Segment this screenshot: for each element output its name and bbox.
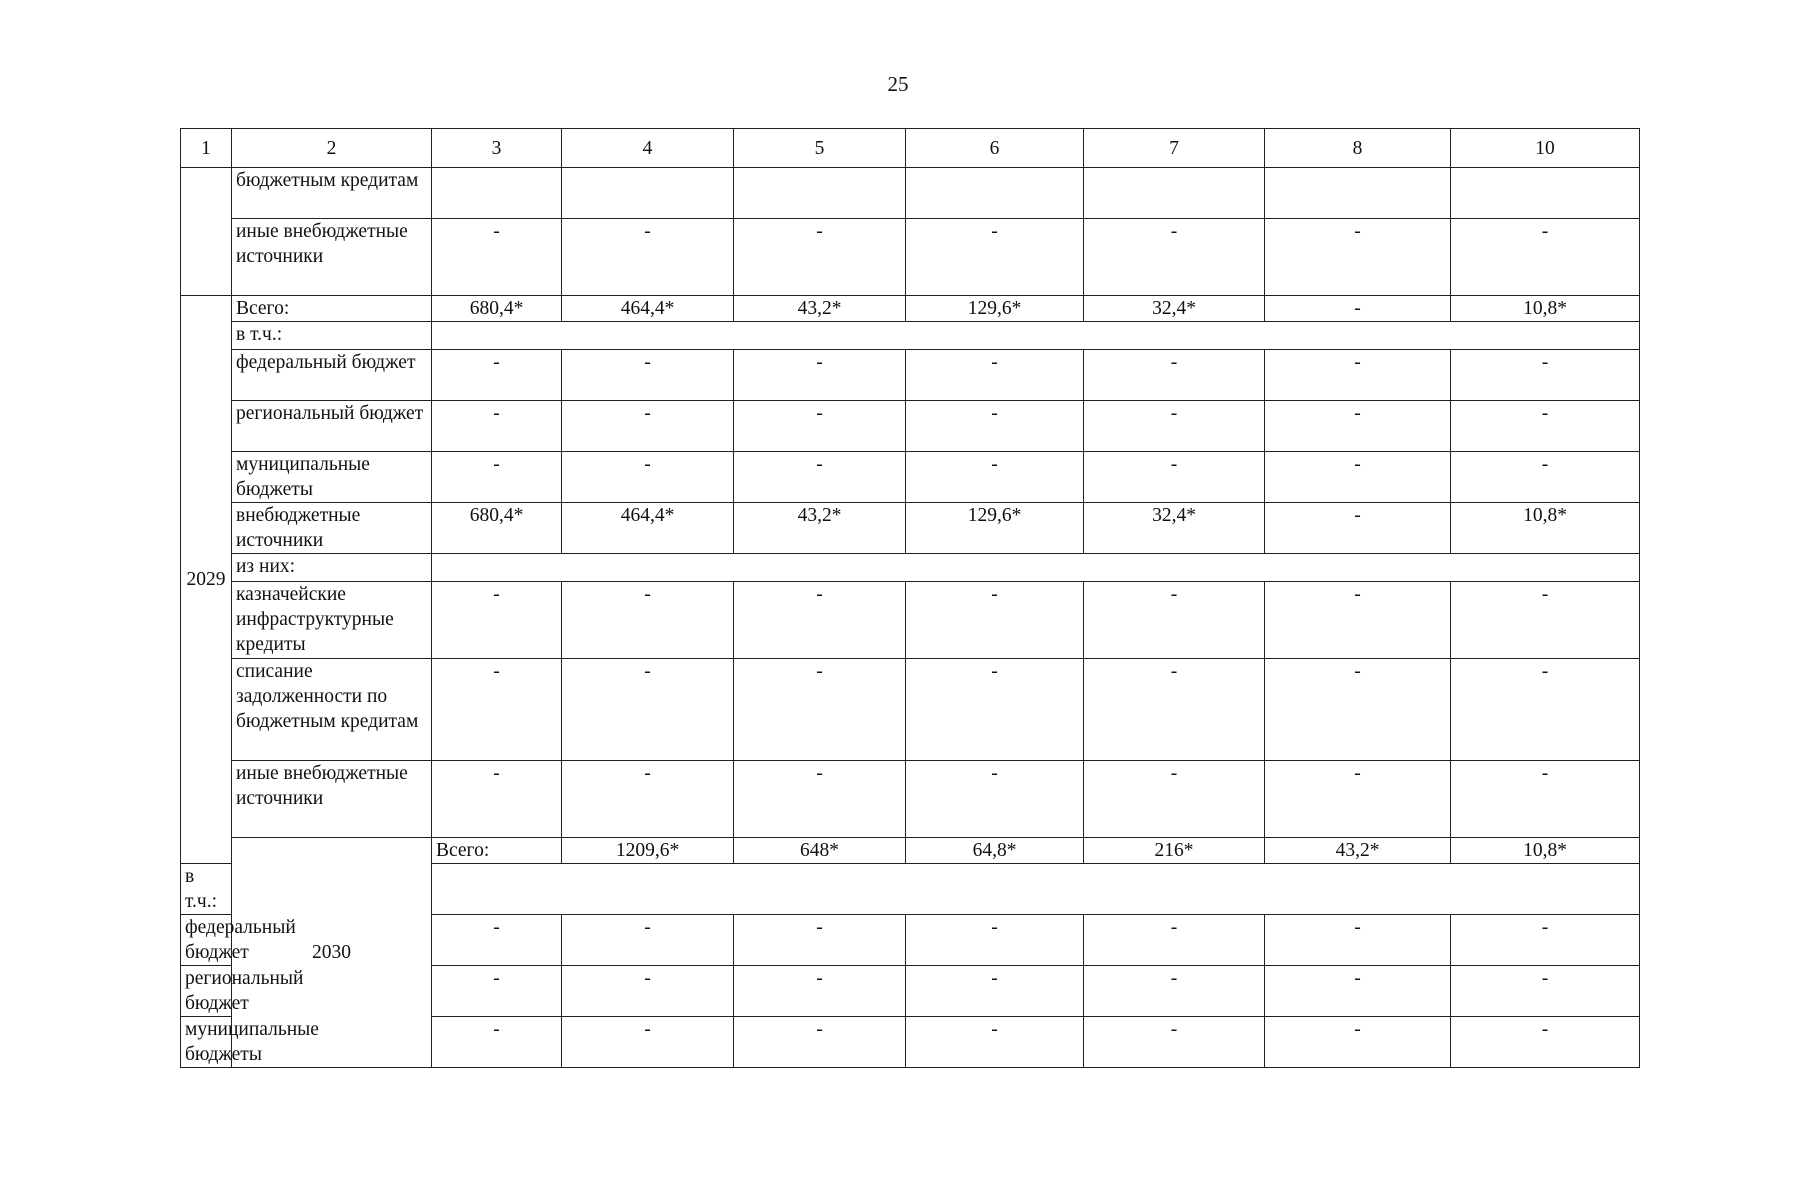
- value-cell: -: [562, 915, 734, 966]
- value-cell: -: [906, 401, 1084, 452]
- row-label: муниципальные бюджеты: [181, 1017, 232, 1068]
- year-cell: 2029: [181, 296, 232, 864]
- value-cell: -: [1265, 452, 1451, 503]
- value-cell: -: [734, 915, 906, 966]
- value-cell: 216*: [1084, 838, 1265, 864]
- value-cell: -: [1084, 659, 1265, 761]
- merged-cell: [432, 554, 1640, 582]
- value-cell: -: [1265, 219, 1451, 296]
- value-cell: -: [1265, 350, 1451, 401]
- value-cell: 680,4*: [432, 503, 562, 554]
- row-label: иные внебюджетные источники: [232, 761, 432, 838]
- value-cell: -: [432, 350, 562, 401]
- column-header: 4: [562, 129, 734, 168]
- value-cell: 64,8*: [906, 838, 1084, 864]
- value-cell: -: [1084, 761, 1265, 838]
- row-label: муниципальные бюджеты: [232, 452, 432, 503]
- table-row-subheader: [181, 322, 1640, 350]
- value-cell: -: [562, 761, 734, 838]
- table-row: [181, 168, 1640, 219]
- value-cell: -: [432, 452, 562, 503]
- row-label: в т.ч.:: [232, 322, 432, 350]
- column-header: 6: [906, 129, 1084, 168]
- value-cell: -: [1451, 1017, 1640, 1068]
- value-cell: -: [1084, 915, 1265, 966]
- value-cell: -: [1084, 350, 1265, 401]
- value-cell: 464,4*: [562, 503, 734, 554]
- value-cell: 10,8*: [1451, 296, 1640, 322]
- table-row: [181, 452, 1640, 503]
- column-header: 8: [1265, 129, 1451, 168]
- row-label: бюджетным кредитам: [232, 168, 432, 219]
- column-header: 5: [734, 129, 906, 168]
- value-cell: 43,2*: [734, 503, 906, 554]
- row-label: федеральный бюджет: [181, 915, 232, 966]
- value-cell: -: [1451, 219, 1640, 296]
- value-cell: -: [734, 401, 906, 452]
- value-cell: -: [906, 966, 1084, 1017]
- merged-cell: [432, 322, 1640, 350]
- value-cell: -: [432, 219, 562, 296]
- value-cell: -: [1451, 966, 1640, 1017]
- value-cell: -: [562, 659, 734, 761]
- value-cell: 464,4*: [562, 296, 734, 322]
- row-label: казначейские инфраструктурные кредиты: [232, 582, 432, 659]
- value-cell: -: [1265, 966, 1451, 1017]
- row-label: внебюджетные источники: [232, 503, 432, 554]
- value-cell: 10,8*: [1451, 838, 1640, 864]
- value-cell: -: [1084, 1017, 1265, 1068]
- value-cell: -: [734, 966, 906, 1017]
- value-cell: -: [562, 1017, 734, 1068]
- value-cell: 129,6*: [906, 503, 1084, 554]
- value-cell: [906, 168, 1084, 219]
- value-cell: -: [432, 401, 562, 452]
- value-cell: 10,8*: [1451, 503, 1640, 554]
- year-cell: 2030: [232, 838, 432, 1068]
- value-cell: -: [432, 966, 562, 1017]
- table-row: [181, 503, 1640, 554]
- column-header: 1: [181, 129, 232, 168]
- value-cell: -: [1451, 582, 1640, 659]
- value-cell: -: [734, 350, 906, 401]
- value-cell: -: [1451, 350, 1640, 401]
- page-number: 25: [887, 72, 909, 96]
- value-cell: -: [1451, 401, 1640, 452]
- value-cell: -: [1265, 761, 1451, 838]
- table-row: [181, 350, 1640, 401]
- value-cell: -: [562, 219, 734, 296]
- budget-table: [180, 128, 1640, 1068]
- value-cell: -: [906, 915, 1084, 966]
- row-label: федеральный бюджет: [232, 350, 432, 401]
- value-cell: -: [562, 452, 734, 503]
- column-header: 3: [432, 129, 562, 168]
- value-cell: 43,2*: [734, 296, 906, 322]
- row-label: в т.ч.:: [181, 864, 232, 915]
- value-cell: -: [1084, 219, 1265, 296]
- value-cell: -: [562, 350, 734, 401]
- value-cell: 32,4*: [1084, 503, 1265, 554]
- value-cell: 648*: [734, 838, 906, 864]
- value-cell: [562, 168, 734, 219]
- value-cell: -: [1265, 582, 1451, 659]
- value-cell: -: [1451, 761, 1640, 838]
- value-cell: -: [906, 219, 1084, 296]
- table-row-subheader: [181, 554, 1640, 582]
- value-cell: [432, 168, 562, 219]
- value-cell: -: [432, 761, 562, 838]
- value-cell: -: [1084, 582, 1265, 659]
- table-row: [181, 401, 1640, 452]
- value-cell: -: [906, 582, 1084, 659]
- value-cell: -: [562, 966, 734, 1017]
- value-cell: -: [906, 659, 1084, 761]
- value-cell: -: [734, 1017, 906, 1068]
- column-header: 7: [1084, 129, 1265, 168]
- value-cell: [1265, 168, 1451, 219]
- row-label: Всего:: [232, 296, 432, 322]
- value-cell: -: [1451, 915, 1640, 966]
- value-cell: -: [906, 350, 1084, 401]
- value-cell: -: [906, 1017, 1084, 1068]
- column-header: 10: [1451, 129, 1640, 168]
- row-label: региональный бюджет: [232, 401, 432, 452]
- value-cell: -: [734, 582, 906, 659]
- value-cell: 129,6*: [906, 296, 1084, 322]
- value-cell: -: [1451, 452, 1640, 503]
- value-cell: -: [562, 401, 734, 452]
- value-cell: -: [1265, 296, 1451, 322]
- value-cell: -: [1084, 401, 1265, 452]
- value-cell: -: [432, 659, 562, 761]
- table-row: [181, 659, 1640, 761]
- value-cell: -: [1084, 966, 1265, 1017]
- value-cell: -: [1265, 915, 1451, 966]
- table-row: [181, 761, 1640, 838]
- merged-cell: [432, 864, 1640, 915]
- value-cell: -: [906, 761, 1084, 838]
- value-cell: -: [432, 582, 562, 659]
- value-cell: -: [1265, 401, 1451, 452]
- year-cell: [181, 168, 232, 296]
- value-cell: -: [734, 659, 906, 761]
- value-cell: [1084, 168, 1265, 219]
- table-row: [181, 219, 1640, 296]
- table-row-total: [181, 838, 1640, 864]
- row-label: иные внебюджетные источники: [232, 219, 432, 296]
- table-row: [181, 582, 1640, 659]
- value-cell: -: [1265, 503, 1451, 554]
- value-cell: -: [734, 219, 906, 296]
- row-label: Всего:: [432, 838, 562, 864]
- value-cell: -: [432, 915, 562, 966]
- value-cell: [734, 168, 906, 219]
- table-row-total: [181, 296, 1640, 322]
- column-header: 2: [232, 129, 432, 168]
- row-label: региональный бюджет: [181, 966, 232, 1017]
- column-number-row: [181, 129, 1640, 168]
- value-cell: 1209,6*: [562, 838, 734, 864]
- value-cell: -: [734, 452, 906, 503]
- value-cell: -: [1265, 659, 1451, 761]
- value-cell: 32,4*: [1084, 296, 1265, 322]
- value-cell: -: [1451, 659, 1640, 761]
- row-label: списание задолженности по бюджетным кредитам: [232, 659, 432, 761]
- value-cell: -: [1265, 1017, 1451, 1068]
- value-cell: 680,4*: [432, 296, 562, 322]
- value-cell: -: [1084, 452, 1265, 503]
- value-cell: -: [432, 1017, 562, 1068]
- row-label: из них:: [232, 554, 432, 582]
- value-cell: -: [906, 452, 1084, 503]
- value-cell: -: [562, 582, 734, 659]
- value-cell: [1451, 168, 1640, 219]
- value-cell: -: [734, 761, 906, 838]
- value-cell: 43,2*: [1265, 838, 1451, 864]
